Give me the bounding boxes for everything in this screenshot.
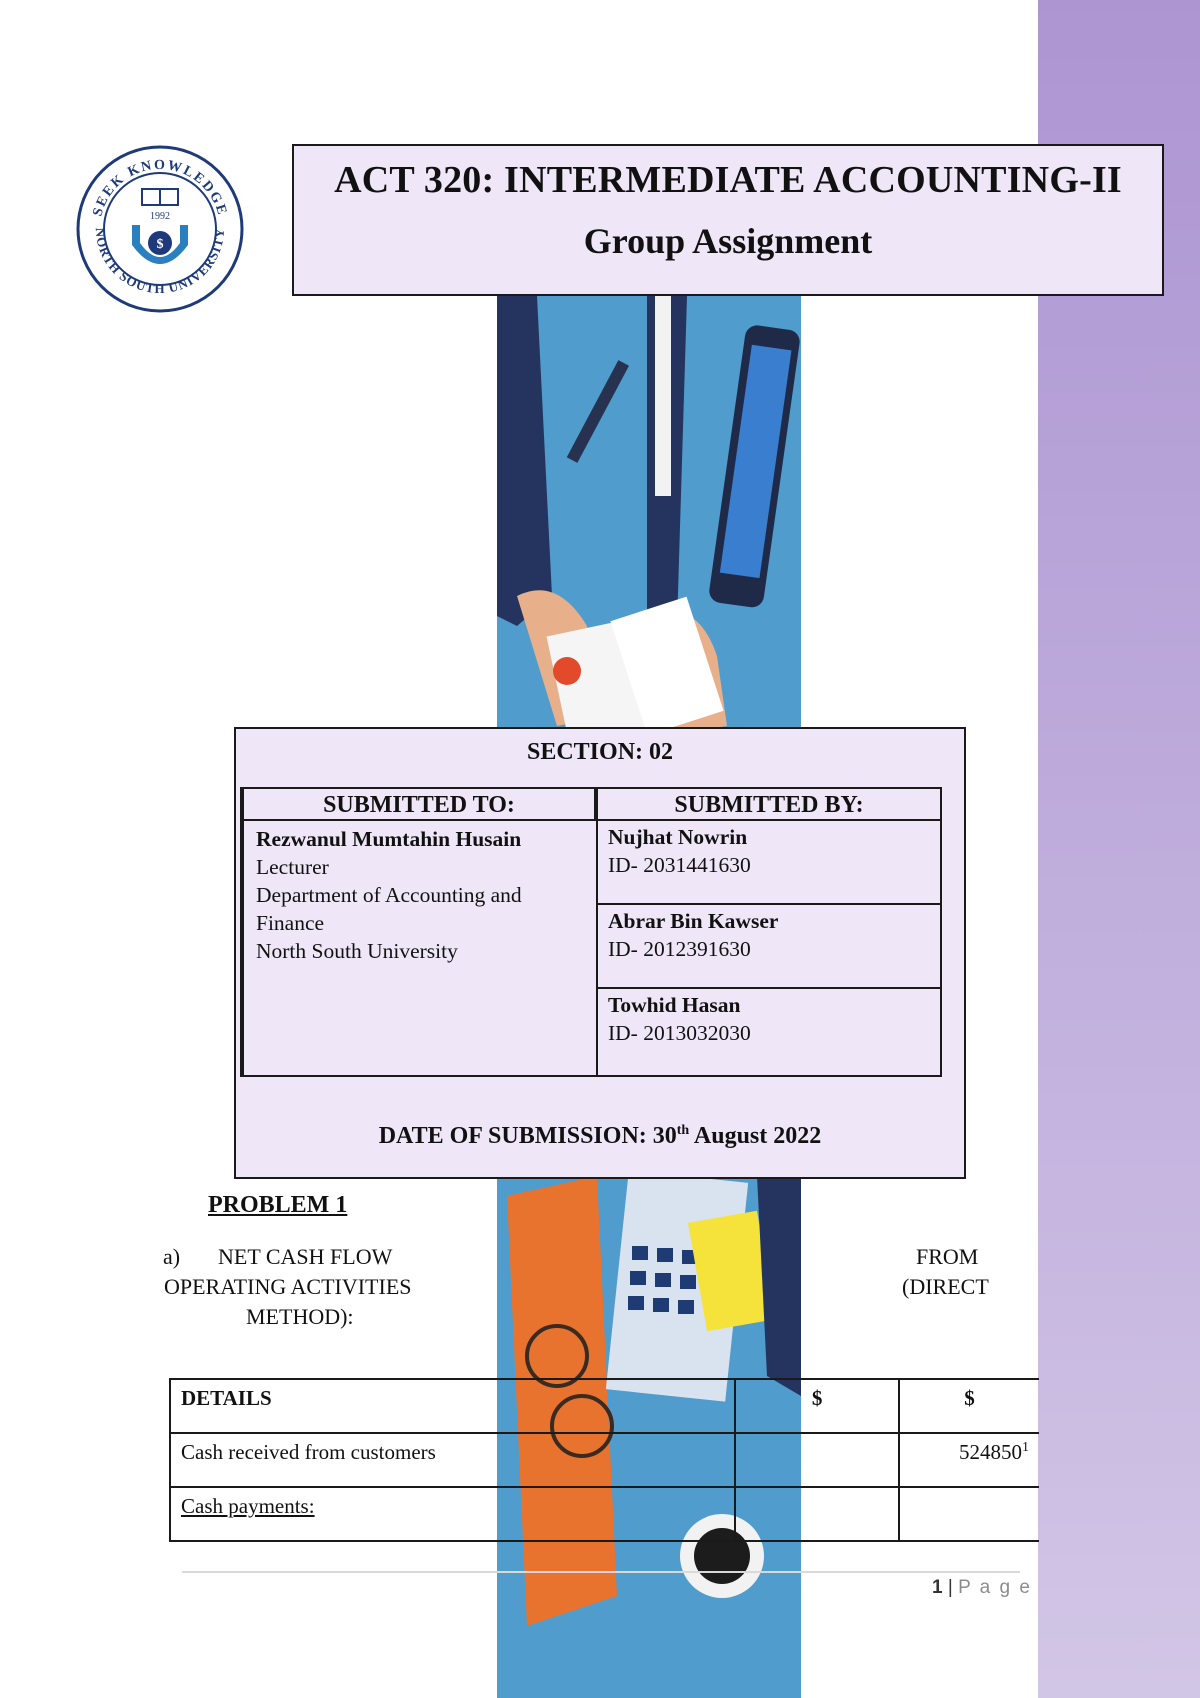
footnote-marker: 1 bbox=[1022, 1440, 1029, 1455]
table-row bbox=[170, 1433, 1039, 1487]
page-number: 1 bbox=[932, 1577, 943, 1598]
question-line1-left: NET CASH FLOW bbox=[218, 1244, 393, 1269]
submitted-to-cell bbox=[256, 825, 522, 965]
lecturer-dept-line1: Department of Accounting and bbox=[256, 883, 522, 907]
row-col2-value: 524850 bbox=[959, 1440, 1022, 1464]
submitted-to-header: SUBMITTED TO: bbox=[244, 789, 596, 821]
member-name: Nujhat Nowrin bbox=[608, 825, 748, 849]
footer-divider bbox=[182, 1571, 1020, 1573]
section-title: SECTION: 02 bbox=[526, 739, 674, 765]
table-header-row bbox=[170, 1379, 1039, 1433]
logo-bottom-text: NORTH SOUTH UNIVERSITY bbox=[92, 227, 228, 297]
row-col2 bbox=[899, 1433, 1039, 1487]
submission-date bbox=[236, 1123, 964, 1150]
lecturer-role: Lecturer bbox=[256, 855, 329, 879]
row-col1 bbox=[735, 1487, 899, 1541]
logo-year: 1992 bbox=[150, 211, 170, 222]
table-row bbox=[170, 1487, 1039, 1541]
question-line1-right: FROM bbox=[916, 1244, 979, 1269]
member-cell bbox=[598, 989, 942, 1073]
page-separator: | bbox=[942, 1577, 959, 1598]
member-name: Abrar Bin Kawser bbox=[608, 909, 779, 933]
submission-table bbox=[240, 787, 942, 1077]
course-title: ACT 320: INTERMEDIATE ACCOUNTING-II bbox=[334, 159, 1122, 201]
row-col1 bbox=[735, 1433, 899, 1487]
submission-box bbox=[234, 727, 966, 1179]
member-id: ID- 2013032030 bbox=[608, 1021, 751, 1045]
question-line3: METHOD): bbox=[246, 1304, 354, 1329]
date-suffix: th bbox=[676, 1123, 690, 1138]
page-footer bbox=[932, 1577, 1032, 1599]
member-id: ID- 2031441630 bbox=[608, 853, 751, 877]
title-box bbox=[292, 144, 1164, 296]
member-id: ID- 2012391630 bbox=[608, 937, 751, 961]
member-name: Towhid Hasan bbox=[608, 993, 741, 1017]
header-col2: $ bbox=[899, 1379, 1039, 1433]
page-label: P a g e bbox=[958, 1577, 1032, 1598]
svg-text:$: $ bbox=[156, 237, 164, 252]
row-detail: Cash payments: bbox=[170, 1487, 735, 1541]
cash-flow-table bbox=[169, 1378, 1039, 1548]
header-details: DETAILS bbox=[170, 1379, 735, 1433]
member-cell bbox=[598, 821, 942, 905]
question-line2-right: (DIRECT bbox=[902, 1274, 989, 1299]
date-label: DATE OF SUBMISSION: 30 bbox=[378, 1123, 677, 1149]
header-col1: $ bbox=[735, 1379, 899, 1433]
assignment-subtitle: Group Assignment bbox=[583, 221, 873, 261]
question-line2-left: OPERATING ACTIVITIES bbox=[164, 1274, 412, 1299]
lecturer-university: North South University bbox=[256, 939, 458, 963]
date-rest: August 2022 bbox=[689, 1123, 822, 1149]
row-col2 bbox=[899, 1487, 1039, 1541]
lecturer-name: Rezwanul Mumtahin Husain bbox=[256, 827, 522, 851]
university-logo bbox=[76, 145, 244, 313]
submitted-by-header: SUBMITTED BY: bbox=[596, 789, 942, 821]
member-cell bbox=[598, 905, 942, 989]
item-marker: a) bbox=[163, 1244, 181, 1269]
problem-heading: PROBLEM 1 bbox=[208, 1192, 348, 1218]
lecturer-dept-line2: Finance bbox=[256, 911, 325, 935]
logo-top-text: SEEK KNOWLEDGE bbox=[90, 157, 230, 219]
row-detail: Cash received from customers bbox=[170, 1433, 735, 1487]
